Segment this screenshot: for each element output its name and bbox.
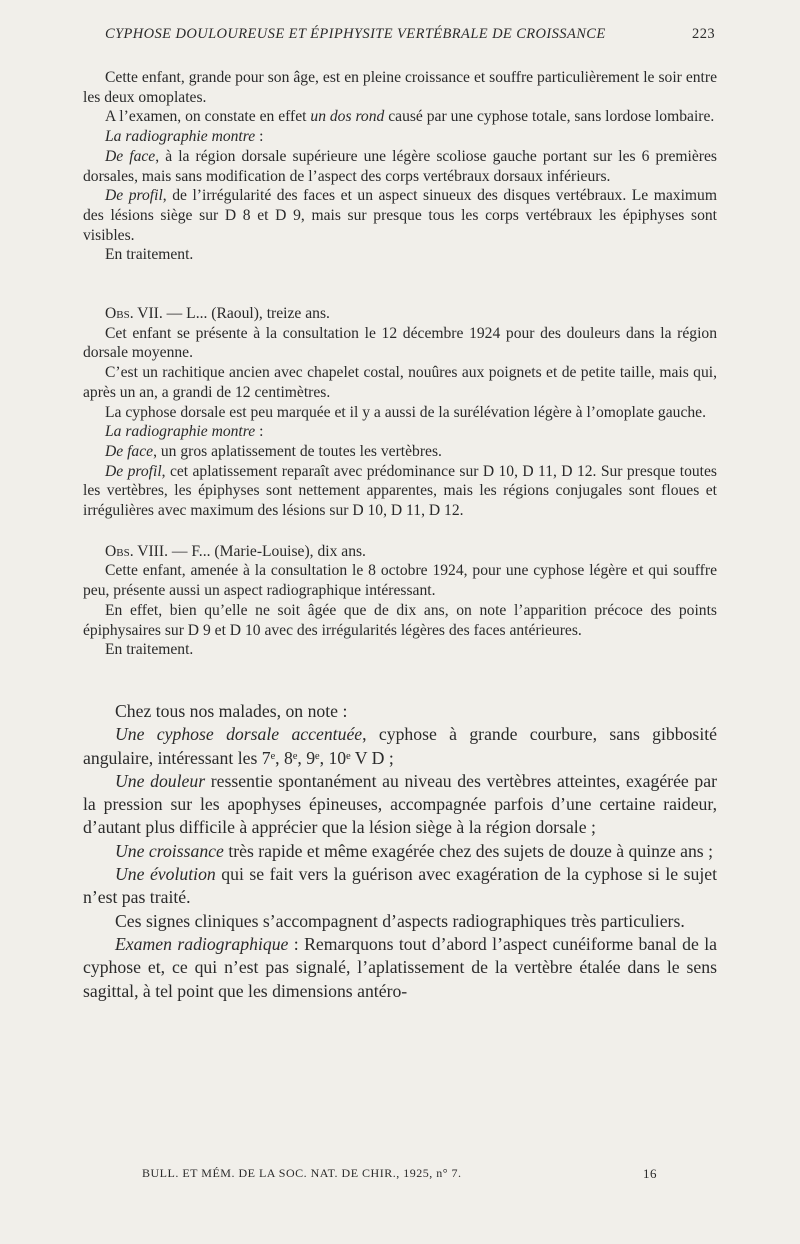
observation-label: Obs. VIII. xyxy=(105,542,168,560)
observation-viii xyxy=(83,542,717,660)
emphasis: un dos rond xyxy=(310,108,385,126)
paragraph: Chez tous nos malades, on note : xyxy=(115,700,348,721)
page-number: 223 xyxy=(692,26,715,42)
paragraph: Une évolution qui se fait vers la guérison avec exagération de la cyphose si le sujet n’est pas traité. xyxy=(83,864,717,908)
observation-heading: Obs. VIII. — F... (Marie-Louise), dix ans. xyxy=(105,542,366,560)
paragraph: C’est un rachitique ancien avec chapelet costal, nouûres aux poignets et de petite taille, mais qui, après un an, a grandi de 12 centimètres. xyxy=(83,364,717,401)
emphasis: De face xyxy=(105,147,156,165)
running-head xyxy=(0,26,800,48)
paragraph: En effet, bien qu’elle ne soit âgée que de dix ans, on note l’apparition précoce des points épiphysaires sur D 9 et D 10 avec des irrégularités légères des faces antérieures. xyxy=(83,601,717,639)
paragraph: La cyphose dorsale est peu marquée et il y a aussi de la surélévation légère à l’omoplate gauche. xyxy=(105,403,706,421)
emphasis: Une douleur xyxy=(115,770,206,791)
paragraph: Examen radiographique : Remarquons tout d’abord l’aspect cunéiforme banal de la cyphose et, ce qui n’est pas signalé, l’aplatissement de la vertèbre étalée dans le sens sagittal, à tel point que les dimensions antéro- xyxy=(83,933,717,1001)
paragraph: La radiographie montre : xyxy=(105,423,264,441)
emphasis: Examen radiographique xyxy=(115,933,289,954)
paragraph: La radiographie montre : xyxy=(105,128,264,146)
observation-heading: Obs. VII. — L... (Raoul), treize ans. xyxy=(105,305,330,323)
paragraph: En traitement. xyxy=(105,641,194,659)
paragraph: A l’examen, on constate en effet un dos rond causé par une cyphose totale, sans lordose lombaire. xyxy=(105,108,715,126)
paragraph: De profil, cet aplatissement reparaît avec prédominance sur D 10, D 11, D 12. Sur presque toutes les vertèbres, les épiphyses sont nettement apparentes, mais les régions conjugales sont floues et irrégulières avec maximum des lésions sur D 10, D 11, D 12. xyxy=(83,462,717,520)
emphasis: La radiographie montre xyxy=(105,128,256,146)
sheet-number: 16 xyxy=(643,1166,657,1181)
paragraph: De face, à la région dorsale supérieure une légère scoliose gauche portant sur les 6 premières dorsales, mais sans modification de l’aspect des corps vertébraux dorsaux inférieurs. xyxy=(83,147,717,185)
journal-citation: BULL. ET MÉM. DE LA SOC. NAT. DE CHIR., 1925, n° 7. xyxy=(142,1166,462,1180)
paragraph: Cette enfant, grande pour son âge, est en pleine croissance et souffre particulièrement le soir entre les deux omoplates. xyxy=(83,69,717,106)
paragraph: Ces signes cliniques s’accompagnent d’aspects radiographiques très particuliers. xyxy=(115,910,685,931)
observation-label: Obs. VII. xyxy=(105,305,163,323)
clinical-summary xyxy=(83,700,717,1003)
page-body xyxy=(83,68,717,1003)
emphasis: De face xyxy=(105,442,154,460)
emphasis: De profil xyxy=(105,462,162,480)
emphasis: Une évolution xyxy=(115,864,216,885)
paragraph: Cet enfant se présente à la consultation le 12 décembre 1924 pour des douleurs dans la région dorsale moyenne. xyxy=(83,324,717,362)
paragraph: Une douleur ressentie spontanément au niveau des vertèbres atteintes, exagérée par la pression sur les apophyses épineuses, accompagnée parfois d’une certaine raideur, d’autant plus difficile à apprécier que la lésion siège à la région dorsale ; xyxy=(83,770,717,838)
page-footer xyxy=(0,1166,800,1186)
paragraph: De face, un gros aplatissement de toutes les vertèbres. xyxy=(105,442,442,460)
paragraph: En traitement. xyxy=(105,246,194,264)
emphasis: Une croissance xyxy=(115,840,224,861)
paragraph: Une croissance très rapide et même exagérée chez des sujets de douze à quinze ans ; xyxy=(115,840,714,861)
observation-vi-continuation xyxy=(83,68,717,265)
paragraph: Une cyphose dorsale accentuée, cyphose à grande courbure, sans gibbosité angulaire, intéressant les 7ᵉ, 8ᵉ, 9ᵉ, 10ᵉ V D ; xyxy=(83,724,717,768)
emphasis: La radiographie montre xyxy=(105,423,256,441)
emphasis: De profil xyxy=(105,187,163,205)
running-title: CYPHOSE DOULOUREUSE ET ÉPIPHYSITE VERTÉBRALE DE CROISSANCE xyxy=(105,26,606,42)
paragraph: De profil, de l’irrégularité des faces et un aspect sinueux des disques vertébraux. Le maximum des lésions siège sur D 8 et D 9, mais sur presque tous les corps vertébraux les épiphyses sont visibles. xyxy=(83,187,717,244)
paragraph: Cette enfant, amenée à la consultation le 8 octobre 1924, pour une cyphose légère et qui souffre peu, présente aussi un aspect radiographique intéressant. xyxy=(83,562,717,600)
emphasis: Une cyphose dorsale accentuée xyxy=(115,724,363,745)
observation-vii xyxy=(83,304,717,521)
